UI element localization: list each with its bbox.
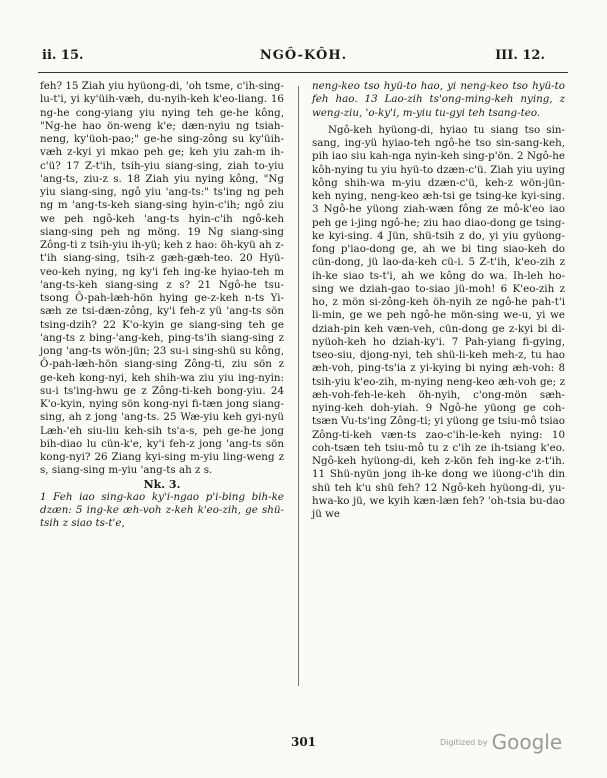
- running-header-title: NGÔ-KÔH.: [259, 48, 348, 63]
- header-rule: [38, 72, 568, 73]
- chapter-intro: 1 Feh iao sing-kao ky'i-ngao p'i-bing bih-ke dzæn: 5 ing-ke æh-voh z-keh k'eo-zih, ge shü-tsih z siao ts-t'e,: [40, 490, 284, 530]
- running-header-left: ii. 15.: [42, 48, 84, 63]
- right-column-paragraph: Ngô-keh hyüong-di, hyiao tu siang tso sin-sang, ing-yü hyiao-teh ngô-he tso sin-sang-keh, pih iao siu kah-nga nyin-keh sing-p'ön. 2 Ngô-he kôh-nying tu yiu hyü-to dzæn-c'ü. Ziah yiu uying kông shih-wa m-yiu dzæn-c'ü, keh-z wön-jün-keh nying, neng-keo æh-tsi ge tsing-ke kyi-sing. 3 Ngô-he yüong ziah-wæn fông ze mô-k'eo iao peh ge i-jing ngô-he; ziu hao diao-dong ge tsing-ke kyi-sing. 4 Jün, shü-tsih z do, yi yiu gyüong-fong p'iao-dong ge, ah we bi ting siao-keh do cün-dong, jü lao-da-keh cü-i. 5 Z-t'ih, k'eo-zih z ih-ke siao ts-t'i, ah we kông do wa. Ih-leh ho-sing we dziah-gao to-siao jü-moh! 6 K'eo-zih z ho, z mön si-zông-keh öh-nyih ze ngô-he pah-t'i li-min, ge we peh ngô-he mön-sing we-u, yi we dziah-pin keh væn-veh, cün-dong ge z-kyi bi di-nyüoh-keh ho dziah-ky'i. 7 Pah-yiang fi-gying, tseo-siu, djong-nyi, teh shü-li-keh meh-z, tu hao æh-voh, ping-ts'ia z yi-kying bi nying æh-voh: 8 tsih-yiu k'eo-zih, m-nying neng-keo æh-voh ge; z æh-voh-feh-le-keh öh-nyih, c'ong-mön sæh-nying-keh doh-yiah. 9 Ngô-he yüong ge coh-tsæn Vu-ts'ing Zông-ti; yi yüong ge tsiu-mô tsiao Zông-ti-keh væn-ts zao-c'ih-le-keh nying: 10 coh-tsæn teh tsiu-mô tu z c'ih ze ih-tsiang k'eo. Ngô-keh hyüong-di, keh z-kön feh ing-ke z-t'ih. 11 Shü-nyün jong ih-ke dong we iüong-c'ih din shü teh k'u shü feh? 12 Ngô-keh hyüong-di, yu-hwa-ko jü, we kyih kæn-læn feh? 'oh-tsia bu-dao jü we: [312, 123, 565, 520]
- watermark-prefix: Digitized by: [440, 737, 488, 747]
- running-header-right: III. 12.: [495, 48, 545, 63]
- page-number: 301: [290, 735, 317, 749]
- chapter-heading: Nk. 3.: [143, 477, 181, 491]
- right-column: [312, 80, 565, 521]
- digitized-watermark: [440, 730, 562, 754]
- left-column: [40, 80, 284, 531]
- watermark-brand: Google: [491, 730, 563, 754]
- left-column-text: feh? 15 Ziah yiu hyüong-di, 'oh tsme, c'ih-sing-lu-t'i, yi ky'üih-væh, du-nyih-keh k'eo-liang. 16 ng-he cong-yiang yiu nying teh ge-he kông, "Ng-he hao ön-weng k'e; dæn-nyiu ng tsiah-neng, ky'üoh-pao;" ge-he sing-zông su ky'üih-væh z-kyi yi mkao peh ge; keh yiu zah-m ih-c'ü? 17 Z-t'ih, tsih-yiu siang-sing, ziah to-yiu 'ang-ts, ziu-z s. 18 Ziah yiu nying kông, "Ng yiu siang-sing, ngô yiu 'ang-ts:" ts'ing ng peh ng m 'ang-ts-keh siang-sing hyin-c'ih; ngô ziu we peh ngô-keh 'ang-ts hyin-c'ih ngô-keh siang-sing peh ng möng. 19 Ng siang-sing Zông-ti z tsih-yiu ih-yü; keh z hao: öh-kyü ah z-t'ih siang-sing, tsih-z gæh-gæh-teo. 20 Hyü-veo-keh nying, ng ky'i feh ing-ke hyiao-teh m 'ang-ts-keh siang-sing z s? 21 Ngô-he tsu-tsong Ô-pah-læh-hön hying ge-z-keh n-ts Yi-sæh ze tsi-dæn-zông, ky'i feh-z yü 'ang-ts sön tsing-dzih? 22 K'o-kyin ge siang-sing teh ge 'ang-ts z bing-'ang-keh, ping-ts'ih siang-sing z jong 'ang-ts wön-jün; 23 su-i sing-shü su kông, Ô-pah-læh-hön siang-sing Zông-ti, ziu sön z ge-keh kong-nyi, keh shih-wa ziu yiu ing-nyin: su-i ts'ing-hwu ge z Zông-ti-keh bong-yiu. 24 K'o-kyin, nying sön kong-nyi fi-tæn jong siang-sing, ah z jong 'ang-ts. 25 Wæ-yiu keh gyi-nyü Læh-'eh siu-liu keh-sih ts'a-s, peh ge-he jong bih-diao lu cün-k'e, ky'i feh-z jong 'ang-ts sön kong-nyi? 26 Ziang kyi-sing m-yiu ling-weng z s, siang-sing m-yiu 'ang-ts ah z s.: [40, 80, 284, 477]
- column-divider: [298, 86, 299, 686]
- chapter-intro-continued: neng-keo tso hyü-to hao, yi neng-keo tso hyü-to feh hao. 13 Lao-zih ts'ong-ming-keh nying, z weng-ziu, 'o-ky'i, m-yiu tu-gyi teh tsang-teo.: [312, 80, 565, 119]
